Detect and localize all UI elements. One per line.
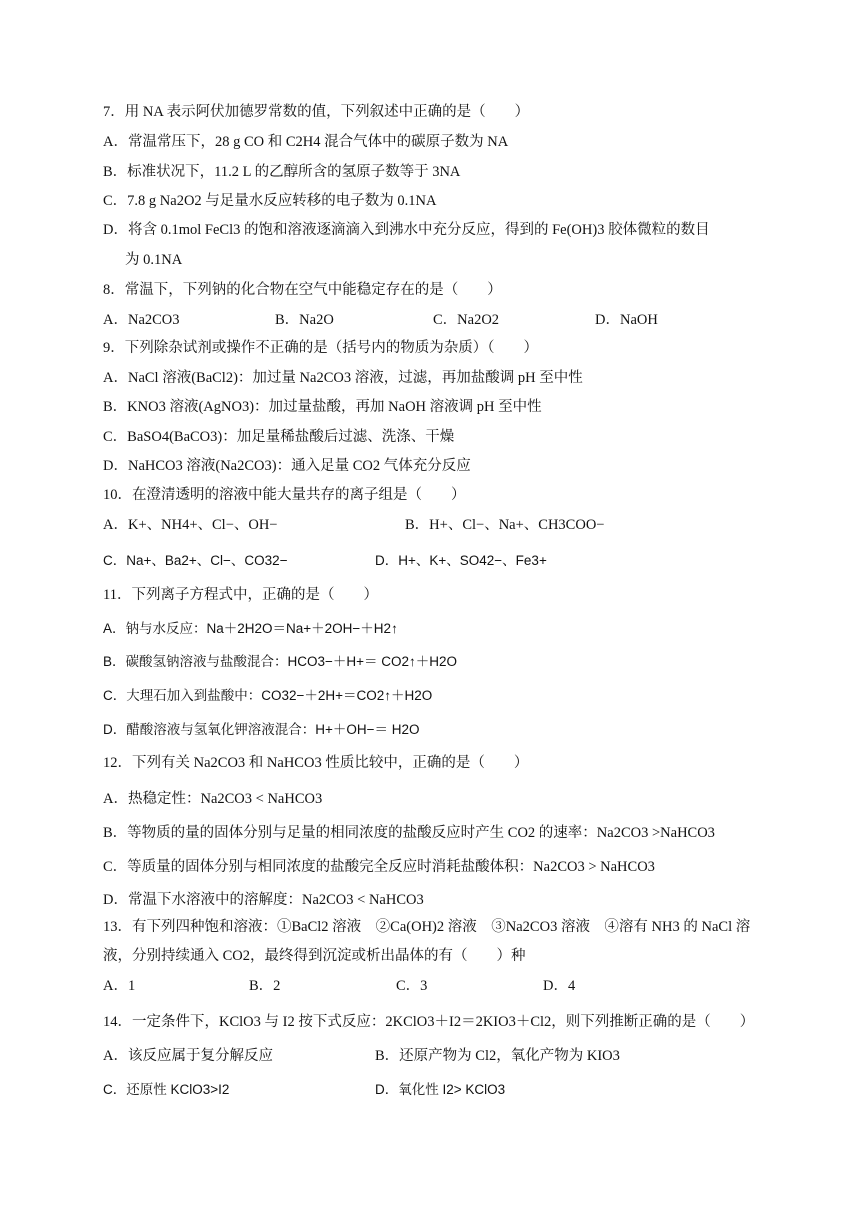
q10-option-d: D．H+、K+、SO42−、Fe3+ [375, 553, 547, 568]
q13-option-b: B．2 [249, 978, 281, 994]
q11-option-c: C．大理石加入到盐酸中：CO32−＋2H+＝CO2↑＋H2O [103, 688, 433, 703]
q14-option-b: B．还原产物为 Cl2，氧化产物为 KIO3 [375, 1048, 620, 1064]
q8-option-d: D．NaOH [595, 312, 658, 328]
q13-option-d: D．4 [543, 978, 576, 994]
q10-stem: 10．在澄清透明的溶液中能大量共存的离子组是（ ） [103, 487, 466, 503]
q11-option-d: D．醋酸溶液与氢氧化钾溶液混合：H+＋OH−＝ H2O [103, 722, 420, 737]
q13-option-c: C．3 [396, 978, 428, 994]
q7-option-d-line2: 为 0.1NA [125, 252, 183, 268]
q9-option-d: D．NaHCO3 溶液(Na2CO3)：通入足量 CO2 气体充分反应 [103, 458, 471, 474]
q14-option-d: D．氧化性 I2> KClO3 [375, 1082, 506, 1097]
q14-stem: 14．一定条件下，KClO3 与 I2 按下式反应：2KClO3＋I2＝2KIO3＋Cl2，则下列推断正确的是（ ） [103, 1014, 755, 1030]
q12-option-a: A．热稳定性：Na2CO3 < NaHCO3 [103, 791, 323, 807]
q10-option-c: C．Na+、Ba2+、Cl−、CO32− [103, 553, 288, 568]
q7-option-d-line1: D．将含 0.1mol FeCl3 的饱和溶液逐滴滴入到沸水中充分反应，得到的 Fe(OH)3 胶体微粒的数目 [103, 222, 710, 238]
q7-option-b: B．标准状况下，11.2 L 的乙醇所含的氢原子数等于 3NA [103, 164, 461, 180]
q7-option-a: A．常温常压下，28 g CO 和 C2H4 混合气体中的碳原子数为 NA [103, 134, 509, 150]
q9-option-a: A．NaCl 溶液(BaCl2)：加过量 Na2CO3 溶液，过滤，再加盐酸调 pH 至中性 [103, 370, 583, 386]
q12-option-b: B．等物质的量的固体分别与足量的相同浓度的盐酸反应时产生 CO2 的速率：Na2CO3 >NaHCO3 [103, 825, 715, 841]
q7-option-c: C．7.8 g Na2O2 与足量水反应转移的电子数为 0.1NA [103, 193, 437, 209]
q7-stem: 7．用 NA 表示阿伏加德罗常数的值，下列叙述中正确的是（ ） [103, 104, 530, 120]
q8-option-b: B．Na2O [275, 312, 334, 328]
q14-option-a: A．该反应属于复分解反应 [103, 1048, 273, 1064]
q13-option-a: A．1 [103, 978, 136, 994]
q9-option-b: B．KNO3 溶液(AgNO3)：加过量盐酸，再加 NaOH 溶液调 pH 至中性 [103, 399, 542, 415]
q10-option-b: B．H+、Cl−、Na+、CH3COO− [405, 517, 605, 533]
q13-stem-line1: 13．有下列四种饱和溶液：①BaCl2 溶液 ②Ca(OH)2 溶液 ③Na2CO3 溶液 ④溶有 NH3 的 NaCl 溶 [103, 919, 751, 935]
q11-option-a: A．钠与水反应：Na＋2H2O＝Na+＋2OH−＋H2↑ [103, 621, 398, 636]
q10-option-a: A．K+、NH4+、Cl−、OH− [103, 517, 278, 533]
q11-stem: 11．下列离子方程式中，正确的是（ ） [103, 587, 378, 603]
q12-option-c: C．等质量的固体分别与相同浓度的盐酸完全反应时消耗盐酸体积：Na2CO3 > NaHCO3 [103, 859, 655, 875]
q8-option-a: A．Na2CO3 [103, 312, 180, 328]
q14-option-c: C．还原性 KClO3>I2 [103, 1082, 230, 1097]
q9-stem: 9．下列除杂试剂或操作不正确的是（括号内的物质为杂质）（ ） [103, 340, 538, 356]
q12-stem: 12．下列有关 Na2CO3 和 NaHCO3 性质比较中，正确的是（ ） [103, 755, 529, 771]
q13-stem-line2: 液，分别持续通入 CO2，最终得到沉淀或析出晶体的有（ ）种 [103, 948, 526, 964]
q12-option-d: D．常温下水溶液中的溶解度：Na2CO3 < NaHCO3 [103, 892, 424, 908]
q8-stem: 8．常温下，下列钠的化合物在空气中能稳定存在的是（ ） [103, 282, 502, 298]
q9-option-c: C．BaSO4(BaCO3)：加足量稀盐酸后过滤、洗涤、干燥 [103, 429, 455, 445]
q11-option-b: B．碳酸氢钠溶液与盐酸混合：HCO3−＋H+＝ CO2↑＋H2O [103, 654, 458, 669]
q8-option-c: C．Na2O2 [433, 312, 500, 328]
